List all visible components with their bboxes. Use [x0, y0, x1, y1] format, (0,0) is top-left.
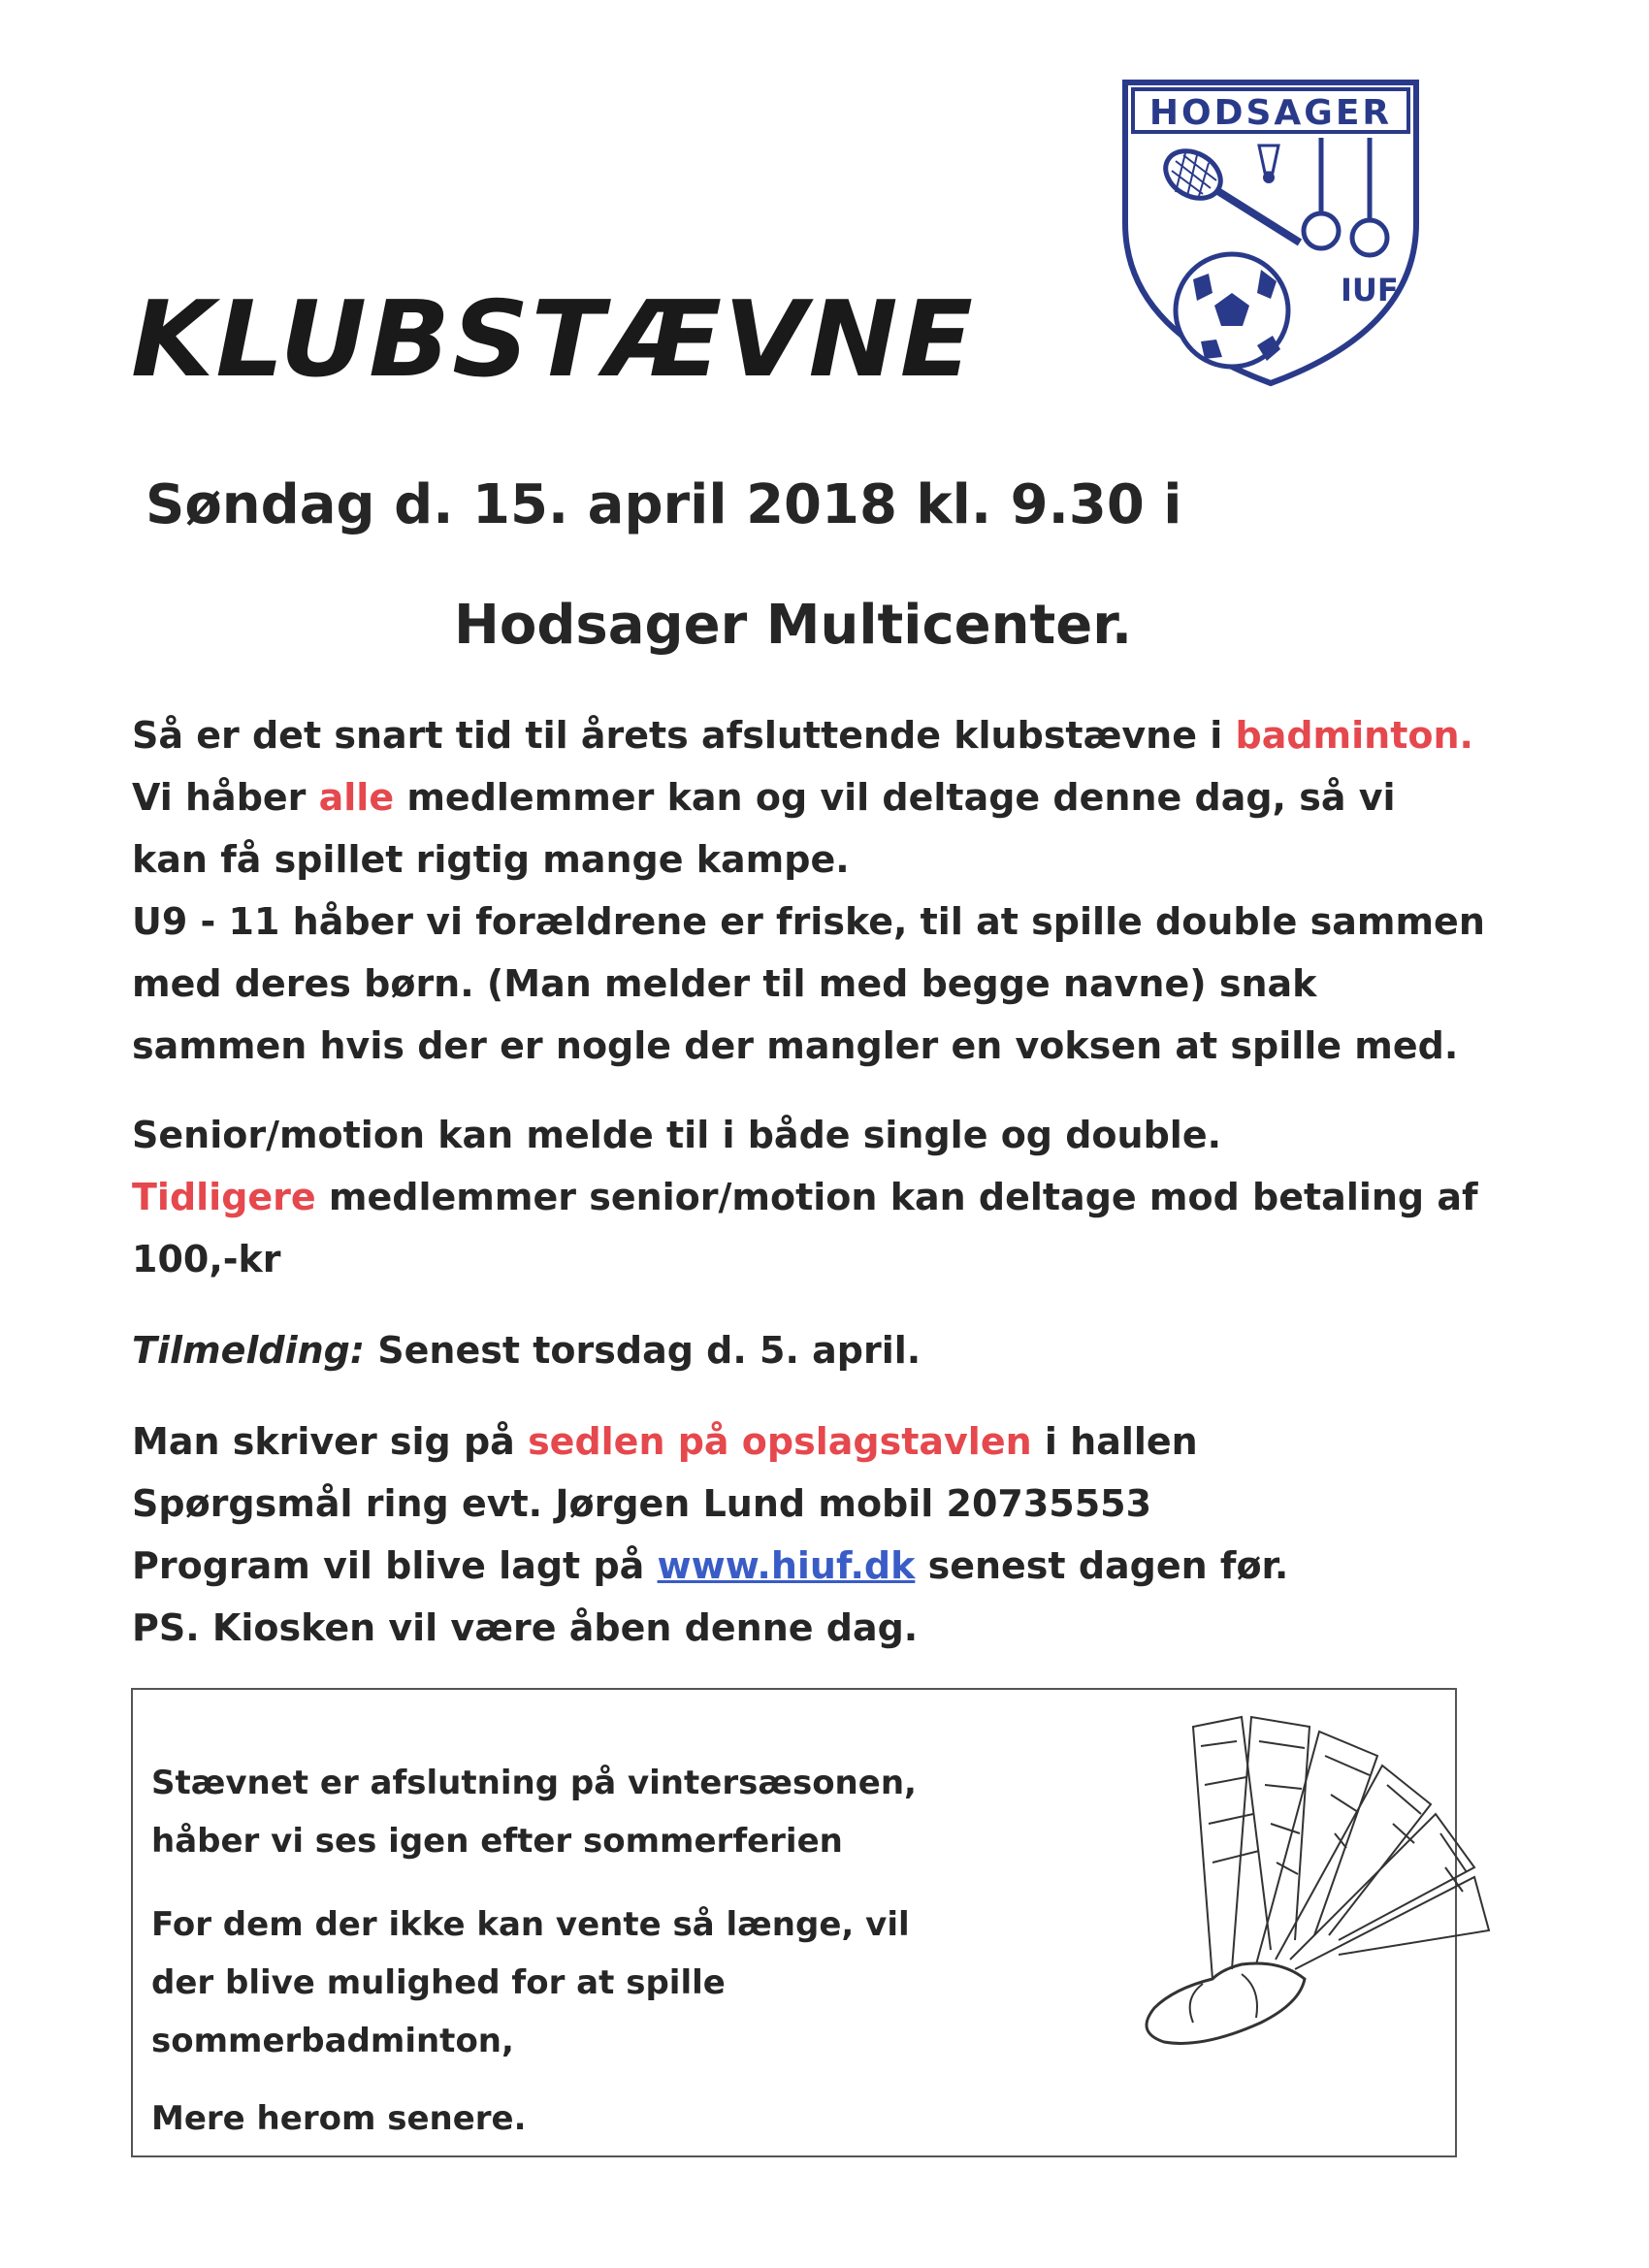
- page-title: KLUBSTÆVNE: [131, 279, 976, 401]
- para1-line6: sammen hvis der er nogle der mangler en voksen at spille med.: [132, 1024, 1459, 1067]
- para2-line1: Senior/motion kan melde til i både single og double.: [132, 1114, 1222, 1156]
- box-line4: der blive mulighed for at spille: [151, 1963, 726, 2002]
- para1-line4: U9 - 11 håber vi forældrene er friske, til at spille double sammen: [132, 900, 1485, 943]
- date-time-line: Søndag d. 15. april 2018 kl. 9.30 i: [146, 473, 1182, 536]
- highlight-tidligere: Tidligere: [132, 1176, 316, 1218]
- info-line4: PS. Kiosken vil være åben denne dag.: [132, 1606, 919, 1649]
- box-line2: håber vi ses igen efter sommerferien: [151, 1822, 843, 1861]
- para1-line5: med deres børn. (Man melder til med begge navne) snak: [132, 962, 1317, 1005]
- highlight-notice-board: sedlen på opslagstavlen: [528, 1420, 1032, 1463]
- logo-sub-text: IUF: [1341, 272, 1399, 308]
- signup-label: Tilmelding:: [132, 1329, 366, 1372]
- football-icon: [1176, 254, 1288, 367]
- para2-line3: 100,-kr: [132, 1238, 281, 1280]
- box-line1: Stævnet er afslutning på vintersæsonen,: [151, 1764, 917, 1802]
- info-line1: Man skriver sig på sedlen på opslagstavlen i hallen: [132, 1420, 1198, 1463]
- logo-name-text: HODSAGER: [1148, 93, 1393, 133]
- highlight-badminton: badminton.: [1235, 714, 1473, 757]
- para2-line2: Tidligere medlemmer senior/motion kan deltage mod betaling af: [132, 1176, 1478, 1218]
- hodsager-iuf-logo: [1116, 68, 1426, 388]
- highlight-alle: alle: [318, 776, 395, 819]
- para1-line1: Så er det snart tid til årets afsluttende klubstævne i badminton.: [132, 714, 1473, 757]
- info-line2: Spørgsmål ring evt. Jørgen Lund mobil 20735553: [132, 1482, 1152, 1525]
- box-line3: For dem der ikke kan vente så længe, vil: [151, 1905, 910, 1944]
- para1-line3: kan få spillet rigtig mange kampe.: [132, 838, 850, 881]
- para1-line2: Vi håber alle medlemmer kan og vil deltage denne dag, så vi: [132, 776, 1396, 819]
- box-line6: Mere herom senere.: [151, 2099, 527, 2138]
- info-line3: Program vil blive lagt på www.hiuf.dk senest dagen før.: [132, 1544, 1289, 1587]
- shuttlecock-icon: [1048, 1688, 1494, 2057]
- box-line5: sommerbadminton,: [151, 2022, 514, 2060]
- venue-line: Hodsager Multicenter.: [454, 594, 1133, 657]
- website-link[interactable]: www.hiuf.dk: [657, 1544, 916, 1587]
- signup-line: Tilmelding: Senest torsdag d. 5. april.: [132, 1329, 922, 1372]
